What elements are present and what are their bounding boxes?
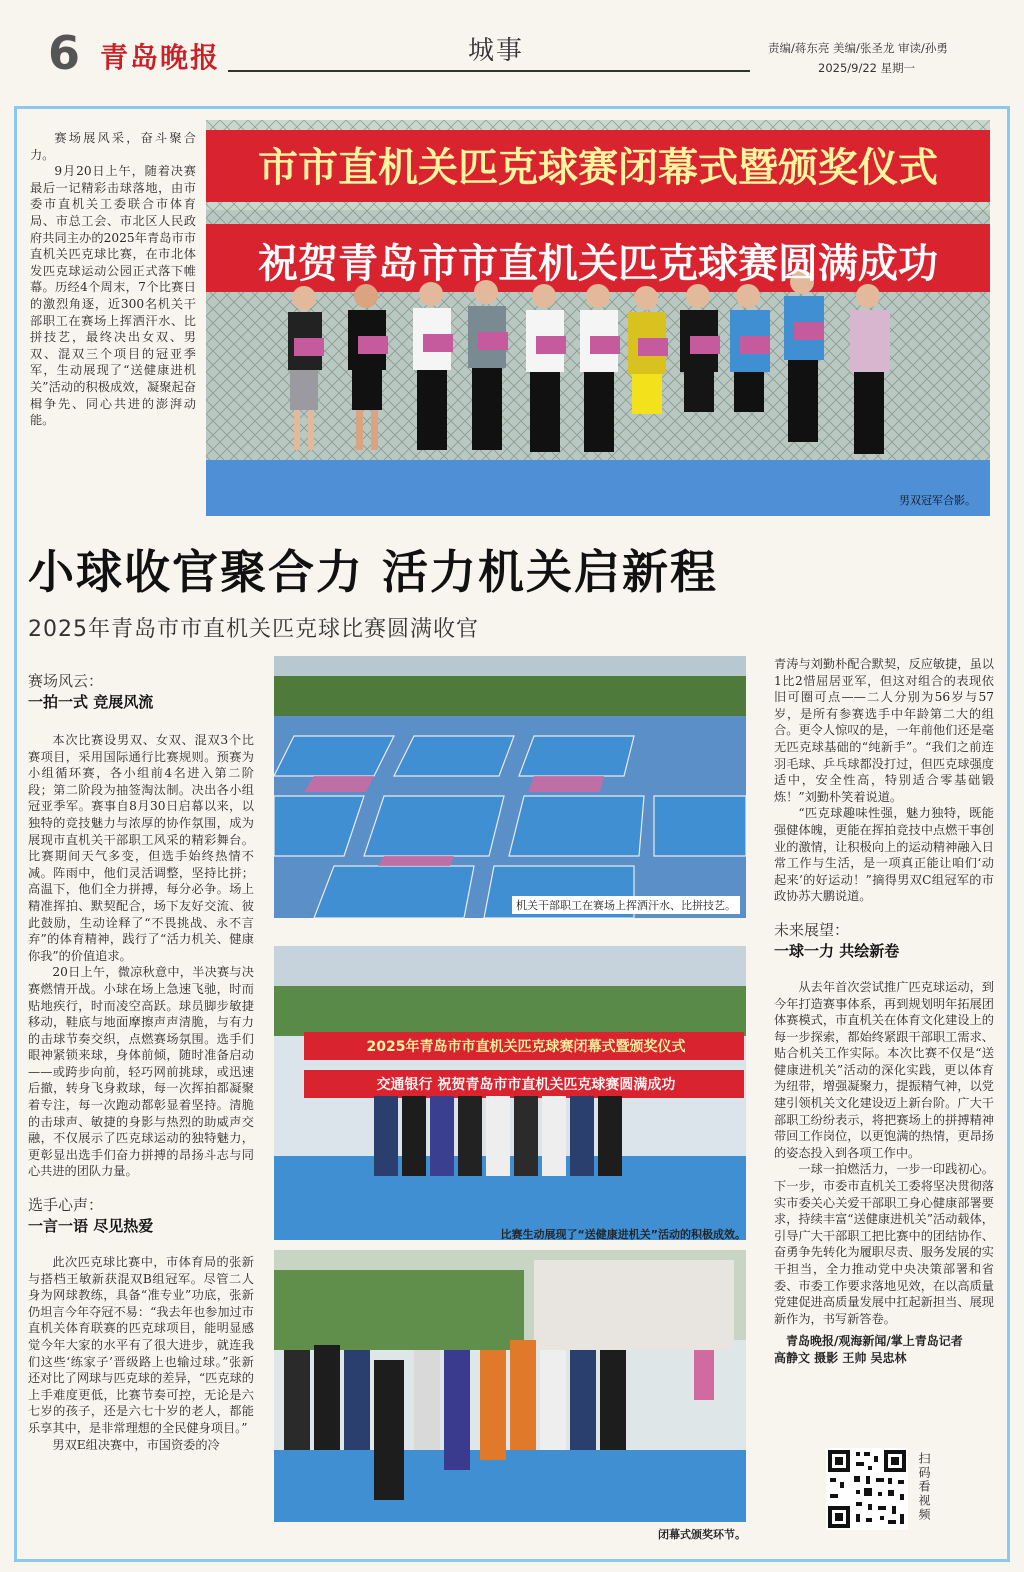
newspaper-masthead: 青岛晚报 <box>100 41 221 74</box>
section1-paragraph: 本次比赛设男双、女双、混双3个比赛项目，采用国际通行比赛规则。预赛为小组循环赛，各小组前4名进入第二阶段；第二阶段为抽签淘汰制。决出各小组冠亚季军。赛事自8月30日启幕以来，以独特的竞技魅力与浓厚的协作氛围，成为展现市直机关干部职工风采的精彩舞台。比赛期间天气多变，但选手始终热情不减。阵雨中，他们灵活调整，坚持比拼；高温下，他们全力拼搏，每分必争。场上精准挥拍、默契配合，场下友好交流、彼此鼓励，生动诠释了“不畏挑战、永不言弃”的体育精神，践行了“活力机关、健康你我”的价值追求。 <box>28 733 254 963</box>
photo-courts-aerial <box>274 656 746 918</box>
section2-paragraph: 男双E组决赛中，市国资委的冷 <box>52 1437 220 1452</box>
left-column <box>28 670 254 1453</box>
banner-congratulations: 祝贺青岛市市直机关匹克球赛圆满成功 <box>258 241 938 287</box>
right-column <box>774 656 994 1367</box>
section2-title: 一言一语 尽见热爱 <box>28 1217 154 1236</box>
editor-credits: 责编/蒋东亮 美编/张圣龙 审读/孙勇 <box>768 41 948 55</box>
right-paragraph: 一球一拍燃活力，一步一印践初心。下一步，市委市直机关工委将坚决贯彻落实市委关心关爱干部职工身心健康部署要求，持续丰富“送健康进机关”活动载体，引导广大干部职工把比赛中的团结协作、奋勇争先转化为履职尽责、服务发展的实干担当，全力推动党中央决策部署和省委、市委工作要求落地见效，在以高质量党建促进高质量发展中扛起新担当、展现新作为，书写新答卷。 <box>774 1162 994 1326</box>
section3-title: 一球一力 共绘新卷 <box>774 941 900 960</box>
section2-kicker: 选手心声： <box>28 1196 104 1215</box>
reporter-credit: 青岛晚报/观海新闻/掌上青岛记者 高静文 摄影 王帅 吴忠林 <box>774 1334 963 1366</box>
page-number: 6 <box>48 26 81 80</box>
photo-award-session <box>274 1250 746 1522</box>
header-rule <box>228 70 750 72</box>
photo-caption: 比赛生动展现了“送健康进机关”活动的积极成效。 <box>500 1228 746 1241</box>
qr-code[interactable] <box>826 1448 908 1530</box>
headline: 小球收官聚合力 活力机关启新程 <box>28 545 719 599</box>
section1-kicker: 赛场风云： <box>28 672 104 690</box>
section1-paragraph: 20日上午，微凉秋意中，半决赛与决赛燃情开战。小球在场上急速飞驰，时而贴地疾行，时而凌空高跃。球员脚步敏捷移动，鞋底与地面摩擦声声清脆，与有力的击球节奏交织，点燃赛场氛围。选手们眼神紧锁来球，身体前倾，随时准备启动——或跨步向前，轻巧网前挑球，或迅速后撤，转身飞身救球，每一次挥拍都凝聚着专注，每一次跑动都彰显着坚持。清脆的击球声、敏捷的身影与热烈的助威声交融，不仅展示了匹克球运动的独特魅力，更彰显出选手们奋力拼搏的昂扬斗志与同心共进的团队力量。 <box>28 965 254 1179</box>
qr-label: 扫码看视频 <box>917 1452 931 1522</box>
photo-caption: 机关干部职工在赛场上挥洒汗水、比拼技艺。 <box>512 896 740 914</box>
photo-caption: 男双冠军合影。 <box>899 494 976 507</box>
intro-paragraph: 赛场展风采，奋斗聚合力。 <box>30 131 196 162</box>
right-paragraph: 青涛与刘勤朴配合默契，反应敏捷，虽以1比2惜屈居亚军，但这对组合的表现依旧可圈可点——二人分别为56岁与57岁，是所有参赛选手中年龄第二大的组合。更令人惊叹的是，一年前他们还是毫无匹克球基础的“纯新手”。“我们之前连羽毛球、乒乓球都没打过，但匹克球强度适中，安全性高，特别适合零基础锻炼！”刘勤朴笑着说道。 <box>774 657 994 804</box>
section2-paragraph: 此次匹克球比赛中，市体育局的张新与搭档王敏新获混双B组冠军。尽管二人身为网球教练，具备“准专业”功底，张新仍坦言今年夺冠不易：“我去年也参加过市直机关体育联赛的匹克球项目，能明显感觉今年大家的水平有了很大进步，就连我们这些‘练家子’晋级路上也输过球。”张新还对比了网球与匹克球的差异，“匹克球的上手难度更低，比赛节奏可控，无论是六七岁的孩子，还是六七十岁的老人，都能乐享其中，是非常理想的全民健身项目。” <box>28 1255 254 1435</box>
intro-text <box>30 130 196 429</box>
right-paragraph: 从去年首次尝试推广匹克球运动，到今年打造赛事体系，再到规划明年拓展团体赛模式，市直机关在体育文化建设上的每一步探索，都始终紧跟干部职工需求、贴合机关工作实际。本次比赛不仅是“送健康进机关”活动的深化实践，更以体育为纽带，增强凝聚力，提振精气神，以党建引领机关文化建设迈上新台阶。广大干部职工纷纷表示，将把赛场上的拼搏精神带回工作岗位，以更饱满的热情，更昂扬的姿态投入到各项工作中。 <box>774 979 994 1160</box>
photo-group-ceremony <box>274 946 746 1240</box>
photo-caption: 闭幕式颁奖环节。 <box>658 1528 746 1541</box>
right-paragraph: “匹克球趣味性强，魅力独特，既能强健体魄，更能在挥拍竞技中点燃干事创业的激情，让积极向上的运动精神融入日常工作与生活，是一项真正能让咱们‘动起来’的好运动！”摘得男双C组冠军的市政协苏大鹏说道。 <box>774 806 994 904</box>
section3-kicker: 未来展望： <box>774 920 850 939</box>
section1-title: 一拍一式 竞展风流 <box>28 693 154 711</box>
subheadline: 2025年青岛市市直机关匹克球比赛圆满收官 <box>28 617 479 642</box>
intro-paragraph: 9月20日上午，随着决赛最后一记精彩击球落地，由市委市直机关工委联合市体育局、市总工会、市北区人民政府共同主办的2025年青岛市市直机关匹克球比赛，在市北体发匹克球运动公园正式落下帷幕。历经4个周末，7个比赛日的激烈角逐，近300名机关干部职工在赛场上挥洒汗水、比拼技艺，最终决出女双、男双、混双三个项目的冠亚季军，生动展现了“送健康进机关”活动的积极成效，凝聚起奋楫争先、同心共进的澎湃动能。 <box>30 164 196 428</box>
section-title: 城事 <box>468 36 525 66</box>
banner-closing-ceremony: 2025年青岛市市直机关匹克球赛闭幕式暨颁奖仪式 <box>366 1039 686 1055</box>
photo-mens-doubles-champions <box>206 120 990 516</box>
issue-date: 2025/9/22 星期一 <box>818 61 916 75</box>
banner-closing-ceremony: 市市直机关匹克球赛闭幕式暨颁奖仪式 <box>258 145 938 191</box>
banner-congratulations: 交通银行 祝贺青岛市市直机关匹克球赛圆满成功 <box>376 1077 676 1093</box>
